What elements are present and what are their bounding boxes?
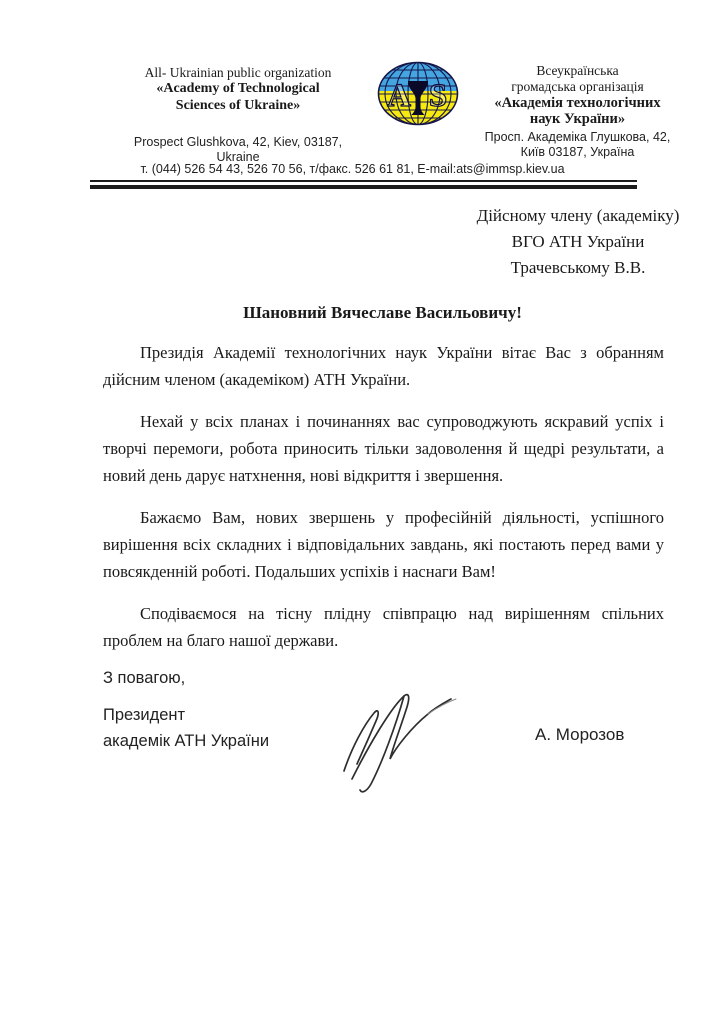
letter-body <box>103 339 664 669</box>
paragraph-congratulation: Президія Академії технологічних наук України вітає Вас з обранням дійсним членом (академіком) АТН України. <box>103 343 664 389</box>
org-block-english <box>88 64 388 164</box>
paragraph-cooperation: Сподіваємося на тісну плідну співпрацю над вирішенням спільних проблем на благо нашої держави. <box>103 604 664 650</box>
org-address-en-line2: Ukraine <box>216 149 260 164</box>
logo-letter-s: S <box>428 78 448 114</box>
org-address-en-line1: Prospect Glushkova, 42, Kiev, 03187, <box>133 135 343 149</box>
org-block-ukrainian <box>440 63 715 159</box>
contact-line: т. (044) 526 54 43, 526 70 56, т/факс. 526 61 81, E-mail:ats@immsp.kiev.ua <box>140 162 565 176</box>
closing-block <box>103 669 269 754</box>
org-address-ua-line1: Просп. Академіка Глушкова, 42, <box>484 130 671 144</box>
paragraph-success: Бажаємо Вам, нових звершень у професійній діяльності, успішного вирішення всіх складних і відповідальних завдань, які постають перед вами у повсякденній роботі. Подальших успіхів і наснаги Вам! <box>103 508 664 581</box>
org-name-en-line1: «Academy of Technological <box>156 81 320 96</box>
signer-name: А. Морозов <box>535 725 625 744</box>
closing-regards: З повагою, <box>103 669 186 687</box>
org-name-ua-line1: «Академія технологічних <box>494 95 661 111</box>
closing-title-academician: академік АТН України <box>103 732 270 750</box>
org-type-ua-line1: Всеукраїнська <box>536 63 619 78</box>
org-type-ua-line2: громадська організація <box>511 79 644 94</box>
org-address-ua <box>440 130 715 159</box>
org-name-en-line2: Sciences of Ukraine» <box>175 97 301 113</box>
org-type-en: All- Ukrainian public organization <box>144 65 332 80</box>
recipient-block <box>468 203 688 281</box>
recipient-line2: ВГО АТН України <box>511 232 645 251</box>
org-name-ua-line2: наук України» <box>529 111 626 127</box>
recipient-line1: Дійсному члену (академіку) <box>476 206 680 225</box>
closing-title-president: Президент <box>103 706 186 724</box>
salutation: Шановний Вячеславе Васильовичу! <box>243 303 522 322</box>
org-address-en <box>88 135 388 164</box>
org-address-ua-line2: Київ 03187, Україна <box>520 144 635 159</box>
recipient-line3: Трачевському В.В. <box>510 258 646 277</box>
handwritten-signature <box>330 683 470 805</box>
letterhead-rule <box>90 180 637 189</box>
logo-letter-a: A <box>387 78 411 114</box>
paragraph-wishes: Нехай у всіх планах і починаннях вас супроводжують яскравий успіх і творчі перемоги, робота приносить тільки задоволення й щедрі результати, а новий день дарує натхнення, нові відкриття і звершення. <box>103 412 664 485</box>
